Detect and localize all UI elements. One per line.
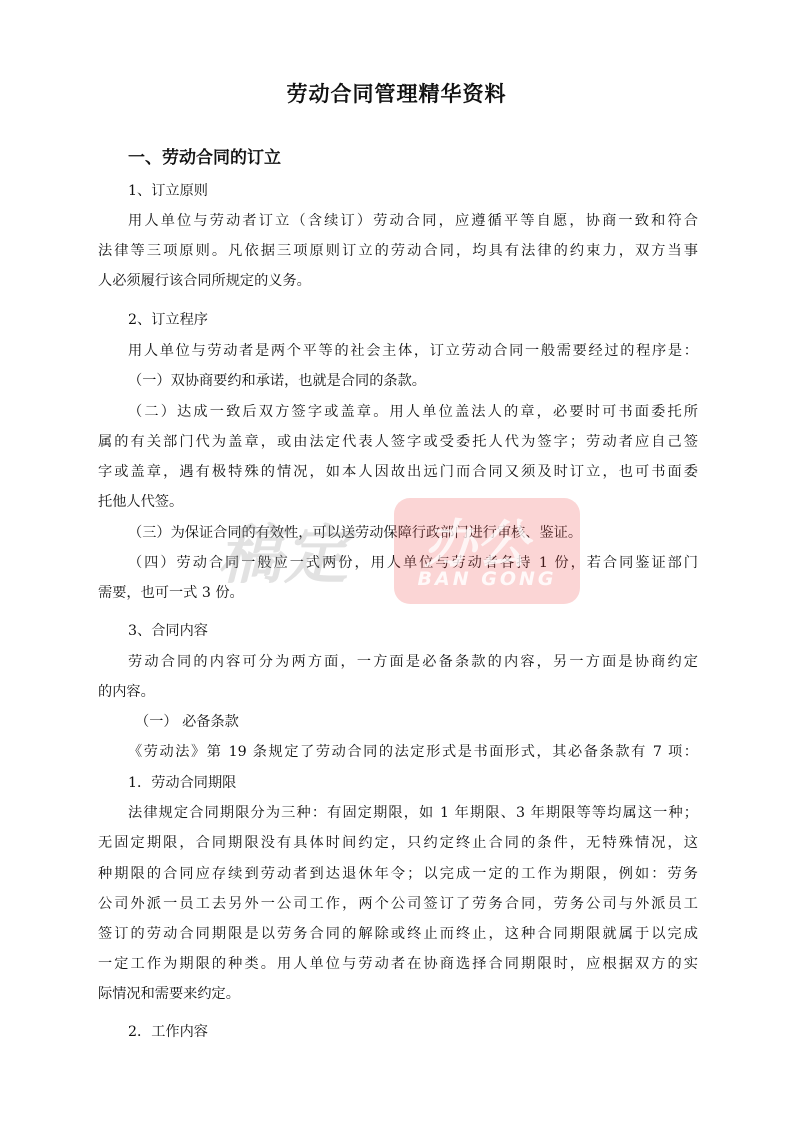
watermark-gray-text: 稿定 [218,519,350,593]
section-heading: 一、劳动合同的订立 [128,148,281,168]
watermark-badge-cn: 办公 [424,515,529,575]
list-item: （四）劳动合同一般应一式两份，用人单位与劳动者各持 1 份，若合同鉴证部门 [128,555,698,571]
subheading-procedure: 2、订立程序 [128,312,208,328]
paragraph-line: 字或盖章，遇有极特殊的情况，如本人因故出远门而合同又须及时订立，也可书面委 [98,464,698,480]
subheading-content: 3、合同内容 [128,623,208,639]
paragraph-line: 一定工作为期限的种类。用人单位与劳动者在协商选择合同期限时，应根据双方的实 [98,956,698,972]
paragraph-line: 用人单位与劳动者是两个平等的社会主体，订立劳动合同一般需要经过的程序是： [128,343,698,359]
paragraph-line: 种期限的合同应存续到劳动者到达退休年令；以完成一定的工作为期限，例如：劳务 [98,866,698,882]
subheading-work-content: 2．工作内容 [128,1024,208,1040]
paragraph-line: 的内容。 [98,684,155,700]
paragraph-line: 签订的劳动合同期限是以劳务合同的解除或终止而终止，这种合同期限就属于以完成 [98,926,698,942]
paragraph-line: 托他人代签。 [98,494,184,510]
paragraph-line: 法律等三项原则。凡依据三项原则订立的劳动合同，均具有法律的约束力，双方当事 [98,243,698,259]
paragraph-line: 际情况和需要来约定。 [98,986,240,1002]
paragraph-line: 人必须履行该合同所规定的义务。 [98,273,311,289]
subheading-required-terms: （一） 必备条款 [135,714,239,730]
paragraph-line: 需要，也可一式 3 份。 [98,585,244,601]
paragraph-line: 无固定期限，合同期限没有具体时间约定，只约定终止合同的条件，无特殊情况，这 [98,835,698,851]
paragraph-line: 《劳动法》第 19 条规定了劳动合同的法定形式是书面形式，其必备条款有 7 项： [128,744,698,760]
subheading-principle: 1、订立原则 [128,183,208,199]
paragraph-line: 公司外派一员工去另外一公司工作，两个公司签订了劳务合同，劳务公司与外派员工 [98,896,698,912]
paragraph-line: 法律规定合同期限分为三种：有固定期限，如 1 年期限、3 年期限等等均属这一种； [128,805,698,821]
watermark-badge-en: BAN GONG [417,568,557,590]
paragraph-line: 属的有关部门代为盖章，或由法定代表人签字或受委托人代为签字；劳动者应自己签 [98,434,698,450]
list-item: （一）双协商要约和承诺，也就是合同的条款。 [128,373,426,389]
paragraph-line: 用人单位与劳动者订立（含续订）劳动合同，应遵循平等自愿，协商一致和符合 [128,213,698,229]
list-item: （二）达成一致后双方签字或盖章。用人单位盖法人的章，必要时可书面委托所 [128,404,698,420]
document-title: 劳动合同管理精华资料 [286,82,507,106]
paragraph-line: 劳动合同的内容可分为两方面，一方面是必备条款的内容，另一方面是协商约定 [128,654,698,670]
subheading-contract-term: 1．劳动合同期限 [128,775,237,791]
list-item: （三）为保证合同的有效性，可以送劳动保障行政部门进行审核、鉴证。 [128,525,583,541]
